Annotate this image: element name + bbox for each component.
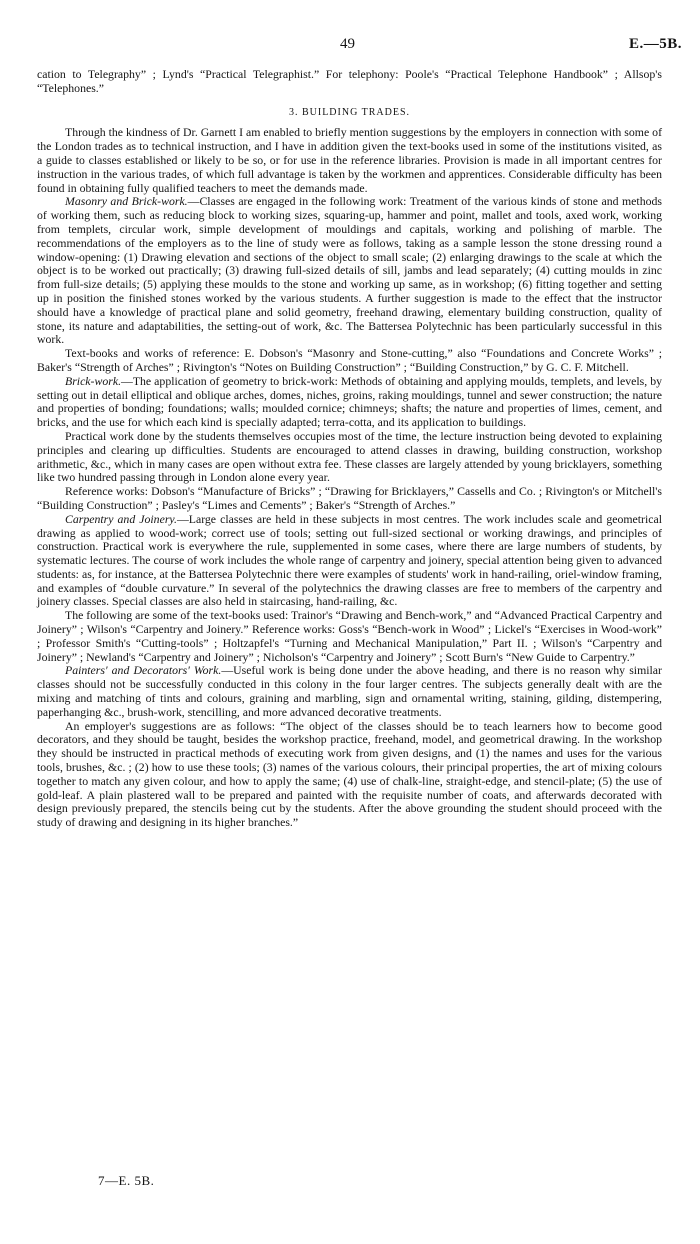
paragraph-masonry [37,195,662,347]
paragraph-brick-references: Reference works: Dobson's “Manufacture of Bricks” ; “Drawing for Bricklayers,” Cassells and Co. ; Rivington's or Mitchell's “Building Construction” ; Pasley's “Limes and Cements” ; Baker's “Strength of Arches.” [37,484,662,512]
paragraph-masonry-books: Text-books and works of reference: E. Dobson's “Masonry and Stone-cutting,” also “Foundations and Concrete Works” ; Baker's “Strength of Arches” ; Rivington's “Notes on Building Construction” ; “Building Construction,” by G. C. F. Mitchell. [37,346,662,374]
paragraph-brickwork [37,375,662,430]
heading-masonry: Masonry and Brick-work. [65,194,188,209]
heading-carpentry: Carpentry and Joinery. [65,511,177,526]
page-number: 49 [340,36,355,52]
paragraph-telegraphy-continued: cation to Telegraphy” ; Lynd's “Practical Telegraphist.” For telephony: Poole's “Practical Telephone Handbook” ; Allsop's “Telephones.” [37,67,662,95]
document-reference: E.—5B. [628,36,682,52]
body-text [37,68,662,830]
paragraph-intro: Through the kindness of Dr. Garnett I am enabled to briefly mention suggestions by the employers in connection with some of the London trades as to technical instruction, and I have in addition given the text-books used in some of the institutions visited, as a guide to classes established or likely to be so, or for use in the reference libraries. Provision is made in all important centres for instruction in the various trades, of which full advantage is taken by the workmen and apprentices. Considerable difficulty has been found in obtaining fully qualified teachers to meet the demands made. [37,125,662,195]
paragraph-carpentry-text: —Large classes are held in these subjects in most centres. The work includes scale and geometrical drawing as applied to wood-work; correct use of tools; setting out full-sized sectional or working drawings, and principles of construction. Practical work is everywhere the rule, supplemented in some cases, where there are large numbers of students, by systematic lectures. The course of work includes the whole range of carpentry and joinery, special attention being given to advanced students: as, for instance, at the Battersea Polytechnic there were examples of students' work in hand-railing, oriel-window framing, and examples of “double curvature.” In several of the polytechnics the drawing classes are free to members of the carpentry and joinery classes. Special classes are also held in staircasing, hand-railing, &c. [37,511,662,609]
page-header [0,36,700,56]
paragraph-brickwork-text: —The application of geometry to brick-work: Methods of obtaining and applying moulds, templets, and levels, by setting out in detail elliptical and oblique arches, domes, niches, groins, raking mouldings, tunnel and sewer construction; the nature and properties of bonding; foundations; walls; moulded cornice; chimneys; shafts; the nature and properties of limes, cement, and bricks, and the use for which each kind is specially adapted; terra-cotta, and its application to buildings. [37,373,662,430]
heading-brickwork: Brick-work. [65,373,122,388]
paragraph-employer-suggestions: An employer's suggestions are as follows: “The object of the classes should be to teach learners how to become good decorators, and they should be taught, besides the workshop practice, freehand, model, and geometrical drawing. In the workshop they should be instructed in practical methods of executing work from given designs, and (1) the names and uses for the various tools, brushes, &c. ; (2) how to use these tools; (3) names of the various colours, their principal properties, the art of mixing colours together to match any given colour, and how to apply the same; (4) use of chalk-line, straight-edge, and stencil-plate; (5) the use of gold-leaf. A plain plastered wall to be prepared and painted with the requisite number of coats, and afterwards decorated with design previously prepared, the stencils being cut by the students. After the above grounding the student should proceed with the study of drawing and designing in its higher branches.” [37,718,662,830]
section-title: 3. BUILDING TRADES. [288,106,411,118]
paragraph-painters [37,664,662,719]
paragraph-carpentry [37,513,662,610]
paragraph-practical-work: Practical work done by the students themselves occupies most of the time, the lecture instruction being devoted to explaining principles and clearing up difficulties. Students are encouraged to attend classes in drawing, building construction, workshop arithmetic, &c., which in many cases are open without extra fee. These classes are largely attended by young bricklayers, something like two hundred passing through in London alone every year. [37,428,662,485]
paragraph-painters-text: —Useful work is being done under the above heading, and there is no reason why similar classes should not be successfully conducted in this colony in the four larger centres. The subjects generally dealt with are the mixing and matching of tints and colours, graining and marbling, sign and ornamental writing, staining, gilding, distempering, paperhanging &c., brush-work, stencilling, and more advanced decorative treatments. [37,663,662,719]
page-footer-signature: 7—E. 5B. [98,1173,155,1188]
paragraph-masonry-text: —Classes are engaged in the following work: Treatment of the various kinds of stone and methods of working them, such as reducing block to working sizes, squaring-up, hammer and point, mallet and tools, axed work, working from templets, circular work, simple development of mouldings and capitals, working and polishing of marble. The recommendations of the employers as to the line of study were as follows, taking as a sample lesson the stone dressing round a window-opening: (1) Drawing elevation and sections of the object to small scale; (2) enlarging drawings to the scale at which the object is to be worked out practically; (3) drawing full-sized details of sill, jambs and lead separately; (4) cutting moulds in zinc from full-size details; (5) applying these moulds to the stone and working up same, as in workshop; (6) fitting together and setting up in position the finished stones worked by the various students. A further suggestion is made to the effect that the instructor should have a knowledge of practical plane and solid geometry, freehand drawing, elementary building construction, quality of stone, its nature and adaptabilities, the setting-out of work, &c. The Battersea Polytechnic has been particularly successful in this work. [37,194,662,347]
heading-painters: Painters' and Decorators' Work. [65,663,222,678]
paragraph-carpentry-books: The following are some of the text-books used: Trainor's “Drawing and Bench-work,” and “Advanced Practical Carpentry and Joinery” ; Wilson's “Carpentry and Joinery.” Reference works: Goss's “Bench-work in Wood” ; Lickel's “Exercises in Wood-work” ; Professor Smith's “Cutting-tools” ; Holtzapfel's “Turning and Mechanical Manipulation,” Part II. ; Wilson's “Carpentry and Joinery” ; Newland's “Carpentry and Joinery” ; Nicholson's “Carpentry and Joinery” ; Scott Burn's “New Guide to Carpentry.” [37,608,662,664]
